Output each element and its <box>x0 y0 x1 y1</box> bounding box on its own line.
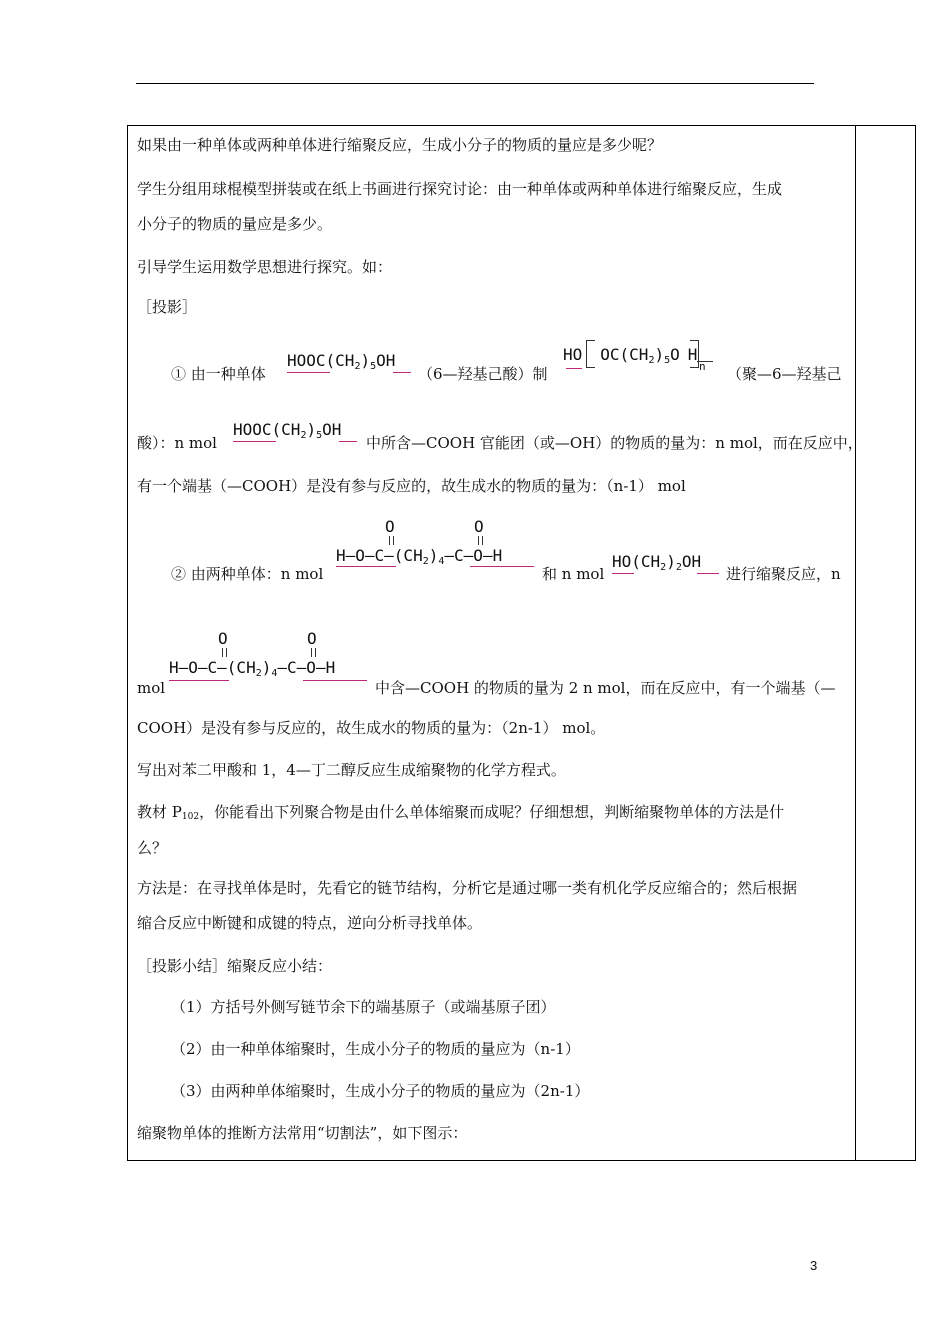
carbonyl-oxygen: O <box>218 629 228 648</box>
text-line: 缩聚物单体的推断方法常用“切割法”，如下图示： <box>137 1124 468 1142</box>
text-line: 中含—COOH 的物质的量为 2 n mol，而在反应中，有一个端基（— <box>375 679 836 697</box>
formula-hydroxyhexanoic-acid: $HOOC(CH_2)_5OH$ <box>287 351 396 372</box>
text-line: 中所含—COOH 官能团（或—OH）的物质的量为：n mol，而在反应中， <box>366 434 863 452</box>
underline-mark <box>697 361 713 362</box>
text-line: COOH）是没有参与反应的，故生成水的物质的量为：（2n-1） mol。 <box>137 719 606 737</box>
text-line: mol <box>137 679 166 697</box>
text-line: 方法是：在寻找单体是时，先看它的链节结构，分析它是通过哪一类有机化学反应缩合的；然后根据 <box>137 879 798 897</box>
text-line: 进行缩聚反应，n <box>726 565 841 583</box>
underline-mark <box>393 372 411 373</box>
formula-adipic-acid: $H—O—C—(CH_2)_4—C—O—H$ <box>169 658 336 679</box>
underline-mark <box>303 680 367 681</box>
double-bond <box>311 648 316 657</box>
formula-hydroxyhexanoic-acid: $HOOC(CH_2)_5OH$ <box>233 420 342 441</box>
text-line: （6—羟基己酸）制 <box>418 365 548 383</box>
text-line: 和 n mol <box>542 565 605 583</box>
text-line: 么？ <box>137 839 168 857</box>
underline-mark <box>612 573 634 574</box>
underline-mark <box>566 368 582 369</box>
close-bracket <box>690 340 699 368</box>
underline-mark <box>336 566 396 567</box>
formula-ethylene-glycol: $HO(CH_2)_2OH$ <box>612 552 702 573</box>
text-line: （聚—6—羟基己 <box>727 365 842 383</box>
page-number: 3 <box>810 1258 818 1273</box>
text-line: 写出对苯二甲酸和 1，4—丁二醇反应生成缩聚物的化学方程式。 <box>137 761 566 779</box>
text-line: 教材 P102，你能看出下列聚合物是由什么单体缩聚而成呢？仔细想想，判断缩聚物单体的方法是什 <box>137 803 785 822</box>
header-rule <box>136 83 814 84</box>
underline-mark <box>697 573 719 574</box>
open-bracket <box>586 340 595 368</box>
text-line: 学生分组用球棍模型拼装或在纸上书画进行探究讨论：由一种单体或两种单体进行缩聚反应，生成 <box>137 180 783 198</box>
table-column-divider <box>855 125 856 1161</box>
carbonyl-oxygen: O <box>385 517 395 536</box>
text-line: 引导学生运用数学思想进行探究。如： <box>137 258 393 276</box>
text-line: 酸）：n mol <box>137 434 217 452</box>
underline-mark <box>233 441 276 442</box>
double-bond <box>222 648 227 657</box>
text-line: ① 由一种单体 <box>171 365 266 383</box>
underline-mark <box>169 680 229 681</box>
double-bond <box>478 536 483 545</box>
text-line: 有一个端基（—COOH）是没有参与反应的，故生成水的物质的量为：（n-1） mol <box>137 477 686 495</box>
text-line: 缩合反应中断键和成键的特点，逆向分析寻找单体。 <box>137 914 483 932</box>
carbonyl-oxygen: O <box>474 517 484 536</box>
underline-mark <box>470 566 534 567</box>
text-line: （2）由一种单体缩聚时，生成小分子的物质的量应为（n-1） <box>171 1040 580 1058</box>
text-line: ［投影］ <box>137 298 198 316</box>
formula-poly-hydroxyhexanoic-acid: HO $OC(CH_2)_5O$ H <box>563 345 698 366</box>
text-line: ［投影小结］缩聚反应小结： <box>137 957 333 975</box>
text-line: 如果由一种单体或两种单体进行缩聚反应，生成小分子的物质的量应是多少呢？ <box>137 136 663 154</box>
carbonyl-oxygen: O <box>307 629 317 648</box>
formula-adipic-acid: $H—O—C—(CH_2)_4—C—O—H$ <box>336 546 503 567</box>
underline-mark <box>287 372 330 373</box>
double-bond <box>389 536 394 545</box>
text-line: 小分子的物质的量应是多少。 <box>137 215 333 233</box>
subscript-n: n <box>699 360 706 373</box>
text-line: （3）由两种单体缩聚时，生成小分子的物质的量应为（2n-1） <box>171 1082 590 1100</box>
text-line: ② 由两种单体：n mol <box>171 565 324 583</box>
text-line: （1）方括号外侧写链节余下的端基原子（或端基原子团） <box>171 998 556 1016</box>
underline-mark <box>339 441 357 442</box>
